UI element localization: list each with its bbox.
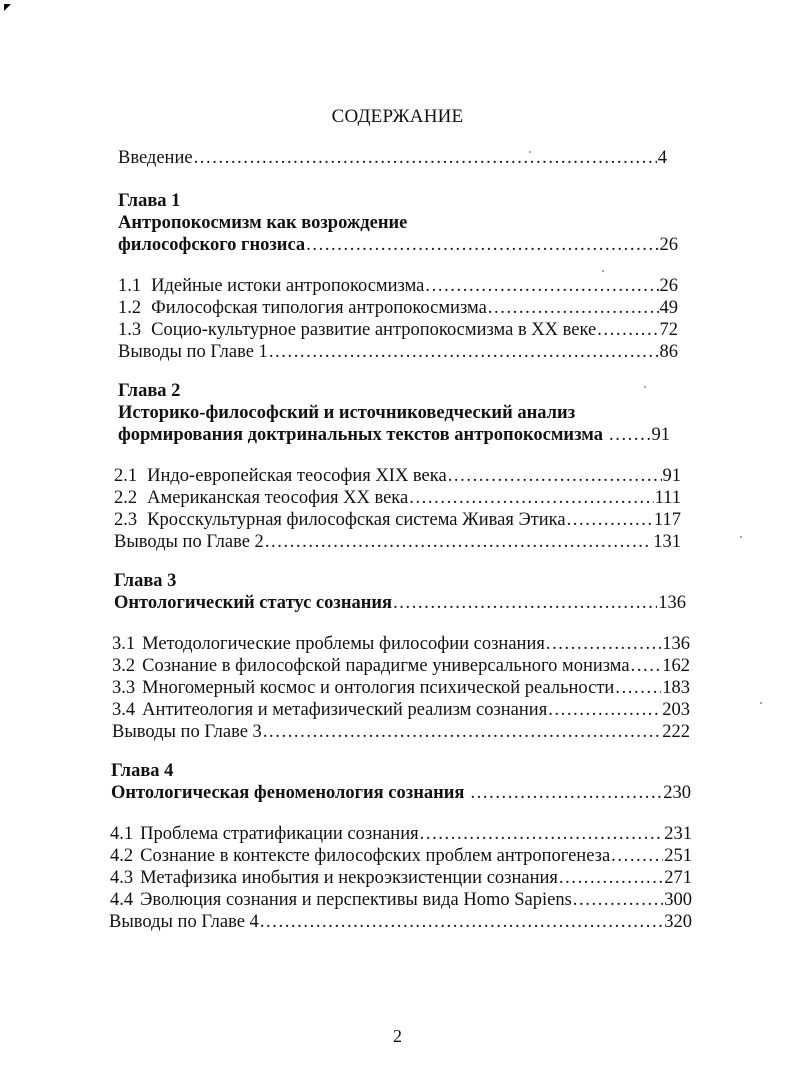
toc-entry-conclusion[interactable]: [112, 721, 690, 743]
toc-entry-label: Выводы по Главе 1: [118, 342, 268, 362]
section-number: 3.1: [112, 634, 136, 654]
toc-entry-page: 91: [651, 425, 670, 445]
scan-speck: [644, 386, 646, 388]
dot-leader: [609, 424, 651, 446]
chapter-heading: Глава 1: [118, 191, 181, 211]
toc-entry-page: 26: [659, 235, 678, 255]
toc-entry-page: 162: [662, 656, 690, 676]
toc-entry-page: 203: [662, 700, 690, 720]
toc-entry-label: Философская типология антропокосмизма: [151, 298, 487, 318]
toc-entry-label: Американская теософия XX века: [147, 488, 409, 508]
toc-entry-label: Антитеология и метафизический реализм сознания: [142, 700, 548, 720]
page-title: СОДЕРЖАНИЕ: [331, 106, 464, 127]
dot-leader: [194, 147, 657, 169]
chapter-title-line: Онтологический статус сознания: [114, 593, 393, 613]
toc-entry-label: Проблема стратификации сознания: [140, 824, 419, 844]
section-number: 1.1: [118, 276, 142, 296]
toc-entry-chapter[interactable]: [118, 234, 678, 256]
chapter-heading: Глава 4: [111, 761, 174, 781]
scan-speck: [740, 536, 742, 538]
scan-speck: [760, 702, 762, 704]
toc-entry-page: 4: [657, 148, 667, 168]
toc-entry-section[interactable]: [110, 823, 692, 845]
dot-leader: [470, 782, 662, 804]
toc-entry-page: 320: [664, 912, 692, 932]
toc-entry-page: 72: [659, 320, 678, 340]
toc-entry-label: Кросскультурная философская система Живая Этика: [147, 510, 566, 530]
toc-entry-page: 222: [662, 722, 690, 742]
toc-entry-label: Выводы по Главе 3: [112, 722, 262, 742]
toc-entry-page: 251: [664, 846, 692, 866]
chapter-heading: Глава 3: [114, 571, 177, 591]
toc-entry-section[interactable]: [110, 889, 692, 911]
section-number: 2.1: [114, 466, 138, 486]
toc-entry-page: 117: [653, 510, 681, 530]
dot-leader: [573, 889, 663, 911]
section-number: 3.3: [112, 678, 136, 698]
dot-leader: [425, 275, 658, 297]
toc-entry-page: 183: [662, 678, 690, 698]
toc-entry-label: Идейные истоки антропокосмизма: [151, 276, 425, 296]
toc-entry-chapter[interactable]: [111, 782, 691, 804]
toc-entry-section[interactable]: [114, 509, 681, 531]
scan-speck: [529, 151, 531, 153]
toc-entry-section[interactable]: [118, 297, 678, 319]
dot-leader: [263, 721, 661, 743]
toc-entry-intro[interactable]: [118, 147, 667, 169]
toc-entry-conclusion[interactable]: [114, 531, 681, 553]
toc-entry-page: 230: [663, 783, 691, 803]
dot-leader: [393, 592, 657, 614]
toc-entry-page: 231: [664, 824, 692, 844]
dot-leader: [448, 465, 662, 487]
toc-entry-label: Социо-культурное развитие антропокосмизма в XX веке: [151, 320, 597, 340]
section-number: 4.4: [110, 890, 134, 910]
dot-leader: [597, 319, 658, 341]
dot-leader: [260, 911, 663, 933]
toc-entry-section[interactable]: [112, 677, 690, 699]
toc-entry-page: 136: [662, 634, 690, 654]
dot-leader: [269, 341, 659, 363]
scan-corner-mark: [4, 4, 11, 11]
dot-leader: [611, 845, 663, 867]
toc-entry-page: 136: [658, 593, 686, 613]
toc-entry-section[interactable]: [114, 465, 681, 487]
section-number: 4.1: [110, 824, 134, 844]
toc-entry-section[interactable]: [118, 275, 678, 297]
toc-entry-page: 300: [664, 890, 692, 910]
section-number: 2.2: [114, 488, 138, 508]
toc-entry-section[interactable]: [114, 487, 681, 509]
dot-leader: [306, 234, 658, 256]
toc-entry-page: 49: [659, 298, 678, 318]
dot-leader: [409, 487, 653, 509]
dot-leader: [488, 297, 659, 319]
toc-entry-page: 131: [653, 532, 681, 552]
toc-entry-label: Эволюция сознания и перспективы вида Homo Sapiens: [140, 890, 572, 910]
toc-entry-page: 26: [659, 276, 678, 296]
section-number: 3.4: [112, 700, 136, 720]
toc-entry-section[interactable]: [112, 699, 690, 721]
toc-entry-conclusion[interactable]: [118, 341, 678, 363]
toc-entry-conclusion[interactable]: [109, 911, 692, 933]
chapter-title-line: формирования доктринальных текстов антропокосмизма: [118, 425, 603, 445]
dot-leader: [631, 655, 662, 677]
toc-entry-page: 111: [654, 488, 681, 508]
chapter-title-line: Историко-философский и источниковедческий анализ: [118, 403, 576, 423]
section-number: 4.2: [110, 846, 134, 866]
toc-entry-label: Выводы по Главе 4: [109, 912, 259, 932]
toc-entry-label: Сознание в философской парадигме универсального монизма: [142, 656, 630, 676]
toc-entry-chapter[interactable]: [114, 592, 686, 614]
chapter-title-line: Антропокосмизм как возрождение: [118, 213, 408, 233]
toc-entry-chapter[interactable]: [118, 424, 670, 446]
section-number: 1.2: [118, 298, 142, 318]
section-number: 4.3: [110, 868, 134, 888]
page-number: 2: [393, 1026, 402, 1046]
toc-entry-section[interactable]: [110, 867, 692, 889]
chapter-heading: Глава 2: [118, 381, 181, 401]
toc-entry-label: Сознание в контексте философских проблем антропогенеза: [140, 846, 611, 866]
chapter-title-line: Онтологическая феноменология сознания: [111, 783, 465, 803]
toc-entry-label: Введение: [118, 148, 193, 168]
dot-leader: [265, 531, 652, 553]
dot-leader: [546, 633, 661, 655]
toc-entry-page: 86: [659, 342, 678, 362]
dot-leader: [559, 867, 663, 889]
toc-entry-label: Метафизика инобытия и некроэкзистенции сознания: [140, 868, 558, 888]
dot-leader: [548, 699, 661, 721]
section-number: 1.3: [118, 320, 142, 340]
toc-entry-section[interactable]: [112, 655, 690, 677]
toc-entry-page: 271: [664, 868, 692, 888]
toc-entry-label: Методологические проблемы философии сознания: [142, 634, 545, 654]
section-number: 2.3: [114, 510, 138, 530]
dot-leader: [615, 677, 661, 699]
dot-leader: [420, 823, 664, 845]
toc-entry-label: Индо-европейская теософия XIX века: [147, 466, 447, 486]
toc-entry-label: Выводы по Главе 2: [114, 532, 264, 552]
toc-entry-page: 91: [662, 466, 681, 486]
scan-speck: [602, 270, 604, 272]
toc-entry-section[interactable]: [118, 319, 678, 341]
chapter-title-line: философского гнозиса: [118, 235, 306, 255]
section-number: 3.2: [112, 656, 136, 676]
toc-entry-section[interactable]: [110, 845, 692, 867]
toc-entry-label: Многомерный космос и онтология психической реальности: [142, 678, 615, 698]
toc-entry-section[interactable]: [112, 633, 690, 655]
dot-leader: [567, 509, 653, 531]
